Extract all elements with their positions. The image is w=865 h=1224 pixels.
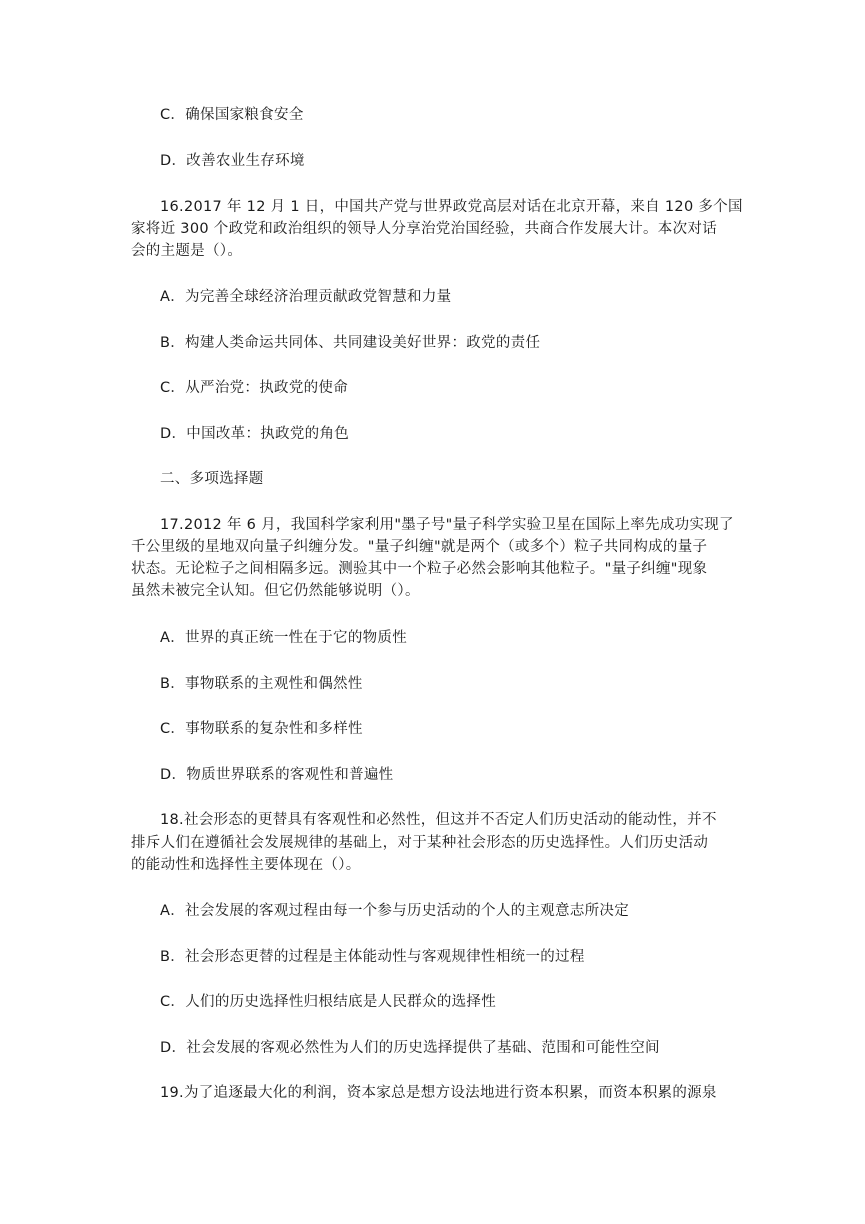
q17-option-d: D．物质世界联系的客观性和普遍性: [160, 767, 394, 783]
q17-stem-line-2: 千公里级的星地双向量子纠缠分发。"量子纠缠"就是两个（或多个）粒子共同构成的量子: [131, 539, 708, 555]
q17-stem-line-1: 17.2012 年 6 月，我国科学家利用"墨子号"量子科学实验卫星在国际上率先成功实现了: [160, 517, 734, 533]
q18-stem-line-1: 18.社会形态的更替具有客观性和必然性，但这并不否定人们历史活动的能动性，并不: [160, 812, 717, 828]
q17-stem-line-4: 虽然未被完全认知。但它仍然能够说明（）。: [131, 583, 420, 599]
q16-option-a: A．为完善全球经济治理贡献政党智慧和力量: [160, 289, 452, 305]
q17-stem-line-3: 状态。无论粒子之间相隔多远。测验其中一个粒子必然会影响其他粒子。"量子纠缠"现象: [131, 561, 708, 577]
q16-option-d: D．中国改革：执政党的角色: [160, 426, 350, 442]
q16-stem-line-3: 会的主题是（）。: [131, 243, 243, 259]
section-heading: 二、多项选择题: [160, 471, 264, 487]
q18-option-b: B．社会形态更替的过程是主体能动性与客观规律性相统一的过程: [160, 949, 585, 965]
q16-option-b: B．构建人类命运共同体、共同建设美好世界：政党的责任: [160, 335, 541, 351]
q17-option-b: B．事物联系的主观性和偶然性: [160, 676, 363, 692]
q17-option-a: A．世界的真正统一性在于它的物质性: [160, 630, 408, 646]
q16-stem-line-1: 16.2017 年 12 月 1 日，中国共产党与世界政党高层对话在北京开幕，来自 120 多个国: [160, 199, 743, 215]
q18-stem-line-2: 排斥人们在遵循社会发展规律的基础上，对于某种社会形态的历史选择性。人们历史活动: [131, 835, 709, 851]
q15-option-c: C．确保国家粮食安全: [160, 107, 304, 123]
q17-option-c: C．事物联系的复杂性和多样性: [160, 721, 363, 737]
q18-stem-line-3: 的能动性和选择性主要体现在（）。: [131, 857, 361, 873]
q15-option-d: D．改善农业生存环境: [160, 153, 305, 169]
q16-option-c: C．从严治党：执政党的使命: [160, 380, 349, 396]
q18-option-d: D．社会发展的客观必然性为人们的历史选择提供了基础、范围和可能性空间: [160, 1040, 660, 1056]
q19-stem-line-1: 19.为了追逐最大化的利润，资本家总是想方设法地进行资本积累，而资本积累的源泉: [160, 1085, 717, 1101]
q18-option-a: A．社会发展的客观过程由每一个参与历史活动的个人的主观意志所决定: [160, 903, 630, 919]
q16-stem-line-2: 家将近 300 个政党和政治组织的领导人分享治党治国经验，共商合作发展大计。本次对话: [131, 221, 717, 237]
q18-option-c: C．人们的历史选择性归根结底是人民群众的选择性: [160, 994, 497, 1010]
